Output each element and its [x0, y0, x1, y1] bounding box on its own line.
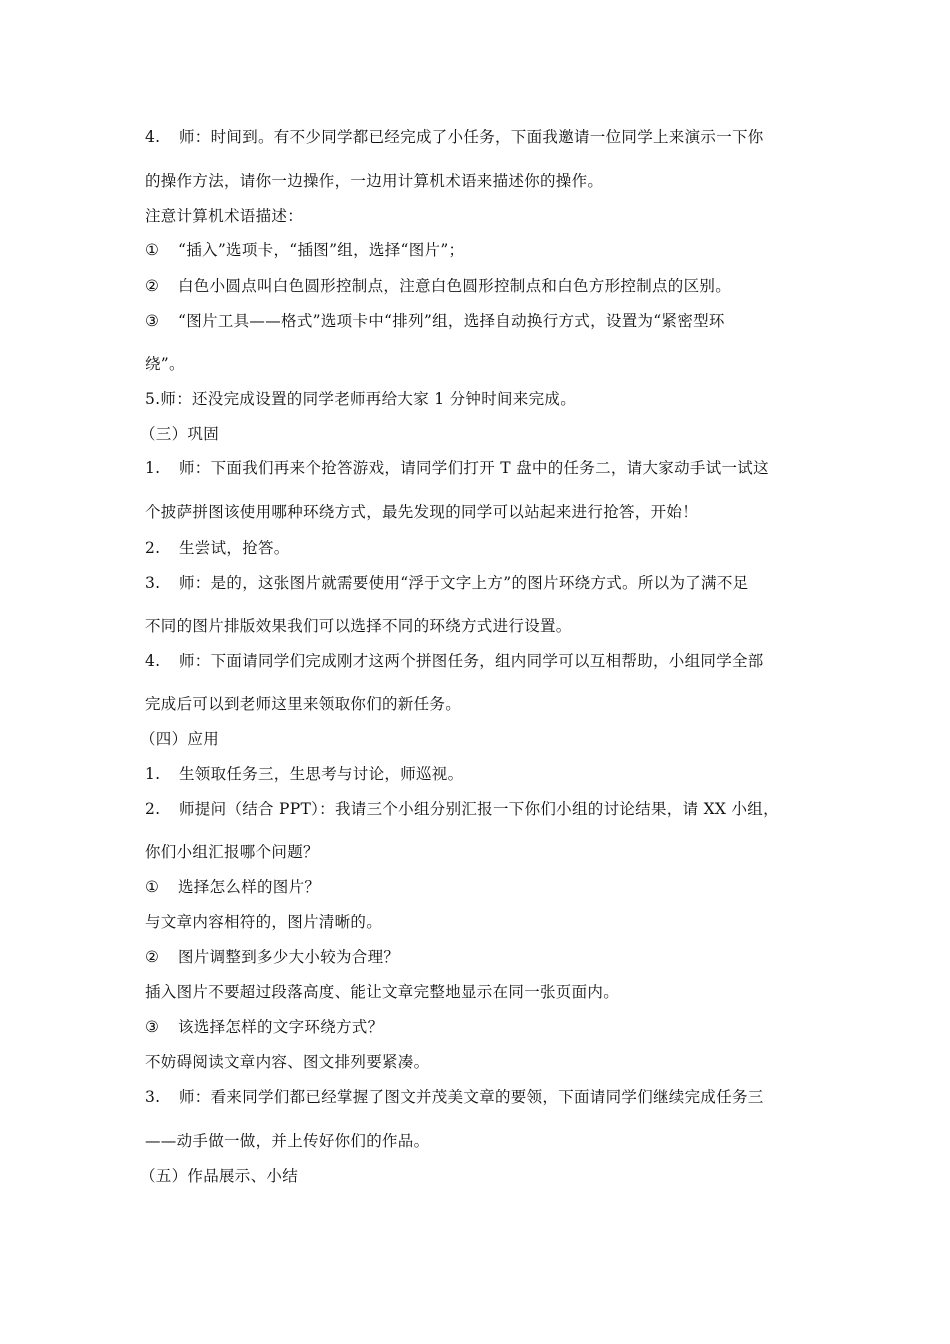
line-text: 注意计算机术语描述：	[145, 207, 304, 225]
circled-number: ②	[145, 948, 160, 966]
paragraph-line	[145, 311, 815, 331]
section-heading	[140, 424, 810, 444]
line-text: 师：看来同学们都已经掌握了图文并茂美文章的要领，下面请同学们继续完成任务三	[179, 1088, 764, 1106]
paragraph-line	[145, 651, 815, 671]
paragraph-line	[145, 616, 815, 636]
line-text: “图片工具——格式”选项卡中“排列”组，选择自动换行方式，设置为“紧密型环	[178, 312, 725, 330]
line-text: （五）作品展示、小结	[140, 1167, 299, 1185]
line-text: 不同的图片排版效果我们可以选择不同的环绕方式进行设置。	[145, 617, 572, 635]
line-text: 选择怎么样的图片？	[178, 878, 321, 896]
paragraph-line	[145, 502, 815, 522]
paragraph-line	[145, 206, 815, 226]
line-text: 图片调整到多少大小较为合理？	[178, 948, 400, 966]
paragraph-line	[145, 276, 815, 296]
paragraph-line	[145, 982, 815, 1002]
list-number: 4.	[145, 128, 161, 146]
line-text: 师：下面请同学们完成刚才这两个拼图任务，组内同学可以互相帮助，小组同学全部	[179, 652, 764, 670]
line-text: 生领取任务三，生思考与讨论，师巡视。	[179, 765, 464, 783]
paragraph-line	[145, 912, 815, 932]
line-text: 与文章内容相符的，图片清晰的。	[145, 913, 383, 931]
line-text: 不妨碍阅读文章内容、图文排列要紧凑。	[145, 1053, 430, 1071]
line-text: 师提问（结合 PPT）：我请三个小组分别汇报一下你们小组的讨论结果，请 XX 小组，	[179, 800, 779, 818]
paragraph-line	[145, 354, 815, 374]
list-number: 1.	[145, 459, 161, 477]
line-text: 5.师：还没完成设置的同学老师再给大家 1 分钟时间来完成。	[145, 390, 577, 408]
line-text: 该选择怎样的文字环绕方式？	[178, 1018, 384, 1036]
circled-number: ③	[145, 312, 160, 330]
paragraph-line	[145, 1017, 815, 1037]
line-text: 的操作方法，请你一边操作，一边用计算机术语来描述你的操作。	[145, 172, 604, 190]
circled-number: ②	[145, 277, 160, 295]
list-number: 1.	[145, 765, 161, 783]
paragraph-line	[145, 240, 815, 260]
paragraph-line	[145, 694, 815, 714]
line-text: 师：时间到。有不少同学都已经完成了小任务，下面我邀请一位同学上来演示一下你	[179, 128, 764, 146]
paragraph-line	[145, 573, 815, 593]
line-text: 师：是的，这张图片就需要使用“浮于文字上方”的图片环绕方式。所以为了满不足	[179, 574, 749, 592]
list-number: 3.	[145, 1088, 161, 1106]
paragraph-line	[145, 1087, 815, 1107]
line-text: 白色小圆点叫白色圆形控制点，注意白色圆形控制点和白色方形控制点的区别。	[178, 277, 732, 295]
paragraph-line	[145, 171, 815, 191]
line-text: 你们小组汇报哪个问题？	[145, 843, 319, 861]
section-heading	[140, 729, 810, 749]
paragraph-line	[145, 877, 815, 897]
line-text: “插入”选项卡，“插图”组，选择“图片”；	[178, 241, 465, 259]
circled-number: ①	[145, 241, 160, 259]
paragraph-line	[145, 1131, 815, 1151]
line-text: 绕”。	[145, 355, 185, 373]
line-text: 个披萨拼图该使用哪种环绕方式，最先发现的同学可以站起来进行抢答，开始！	[145, 503, 699, 521]
circled-number: ③	[145, 1018, 160, 1036]
paragraph-line	[145, 127, 815, 147]
paragraph-line	[145, 764, 815, 784]
list-number: 2.	[145, 800, 161, 818]
list-number: 3.	[145, 574, 161, 592]
paragraph-line	[145, 538, 815, 558]
paragraph-line	[145, 1052, 815, 1072]
paragraph-line	[145, 458, 815, 478]
list-number: 4.	[145, 652, 161, 670]
line-text: 完成后可以到老师这里来领取你们的新任务。	[145, 695, 462, 713]
line-text: 师：下面我们再来个抢答游戏，请同学们打开 T 盘中的任务二，请大家动手试一试这	[179, 459, 769, 477]
list-number: 2.	[145, 539, 161, 557]
paragraph-line	[145, 947, 815, 967]
section-heading	[140, 1166, 810, 1186]
paragraph-line	[145, 389, 815, 409]
paragraph-line	[145, 842, 815, 862]
line-text: （四）应用	[140, 730, 220, 748]
circled-number: ①	[145, 878, 160, 896]
line-text: 生尝试，抢答。	[179, 539, 290, 557]
line-text: （三）巩固	[140, 425, 220, 443]
line-text: ——动手做一做，并上传好你们的作品。	[145, 1132, 430, 1150]
line-text: 插入图片不要超过段落高度、能让文章完整地显示在同一张页面内。	[145, 983, 620, 1001]
paragraph-line	[145, 799, 815, 819]
